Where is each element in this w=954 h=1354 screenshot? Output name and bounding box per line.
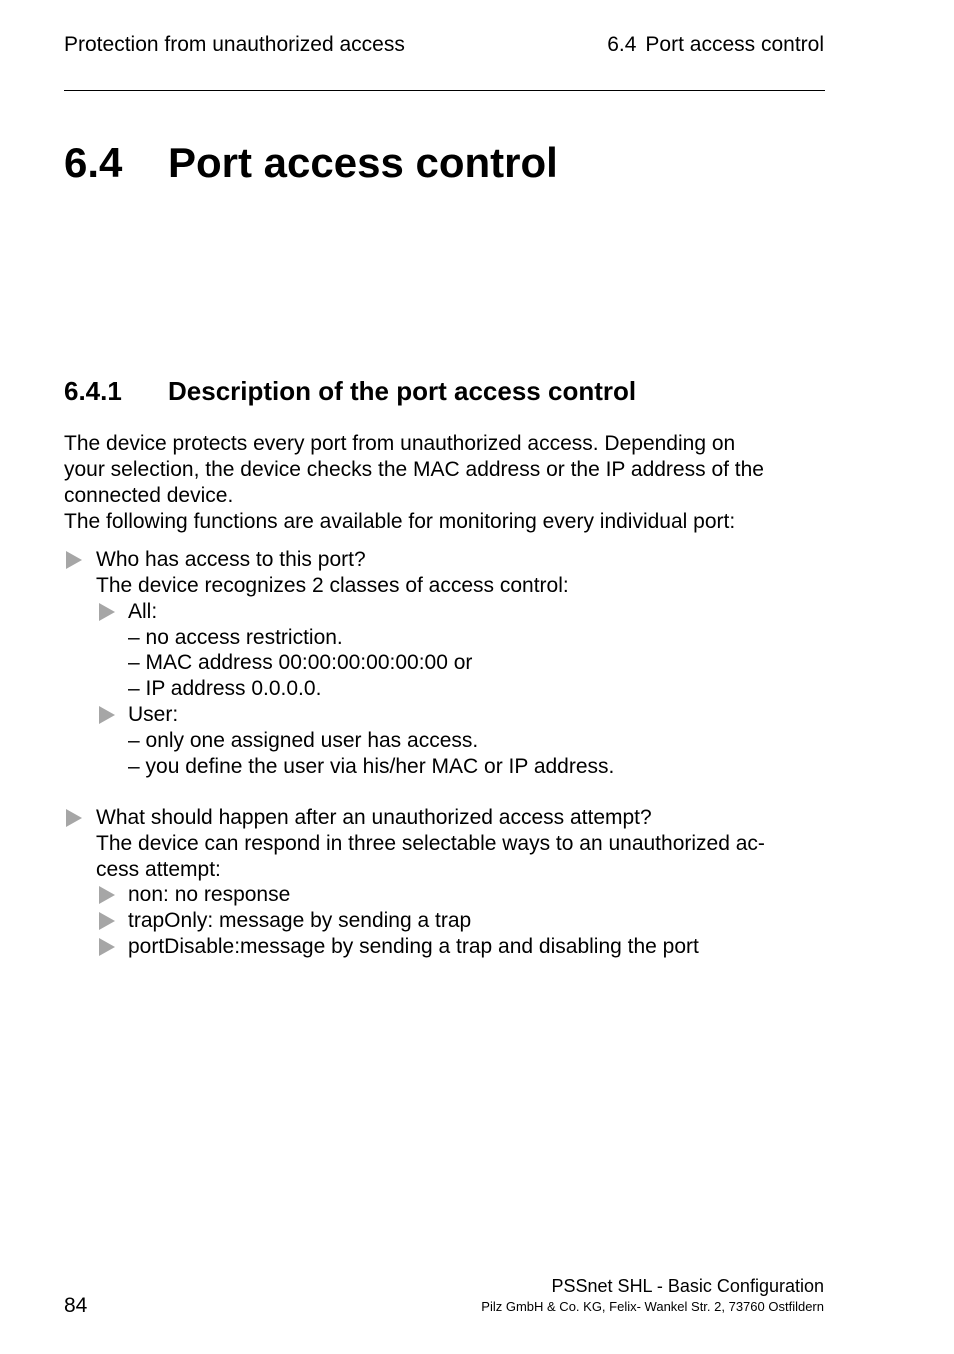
intro-line: your selection, the device checks the MAC address or the IP address of the [64, 458, 764, 481]
sub-item-label: trapOnly: message by sending a trap [128, 909, 472, 932]
sub-item-line: – MAC address 00:00:00:00:00:00 or [128, 651, 473, 674]
sub-item-line: – only one assigned user has access. [128, 729, 479, 752]
sub-item-line: – no access restriction. [128, 626, 343, 649]
intro-line: The device protects every port from unauthorized access. Depending on [64, 432, 736, 455]
header-divider [64, 90, 825, 91]
subsection-heading [64, 376, 636, 407]
bullet-triangle-icon [66, 551, 82, 569]
sub-item-line: – IP address 0.0.0.0. [128, 677, 322, 700]
bullet-triangle-icon [99, 706, 115, 724]
running-header-section-title: Port access control [645, 33, 824, 56]
bullet-triangle-icon [99, 603, 115, 621]
list-item-title: What should happen after an unauthorized access attempt? [96, 806, 652, 829]
running-header-section-number: 6.4 [607, 33, 637, 56]
intro-line: connected device. [64, 484, 234, 507]
sub-item-line: – you define the user via his/her MAC or IP address. [128, 755, 615, 778]
bullet-triangle-icon [99, 912, 115, 930]
sub-item-label: non: no response [128, 883, 291, 906]
footer-company-address: Pilz GmbH & Co. KG, Felix- Wankel Str. 2, 73760 Ostfildern [481, 1299, 824, 1314]
subsection-title: Description of the port access control [168, 376, 637, 406]
footer-document-title: PSSnet SHL - Basic Configuration [551, 1276, 824, 1296]
bullet-triangle-icon [99, 886, 115, 904]
sub-item-label: All: [128, 600, 158, 623]
list-item-description: The device can respond in three selectable ways to an unauthorized ac- [96, 832, 765, 855]
list-item-description: The device recognizes 2 classes of access control: [96, 574, 569, 597]
subsection-number: 6.4.1 [64, 376, 122, 406]
list-item-title: Who has access to this port? [96, 548, 366, 571]
bullet-triangle-icon [99, 938, 115, 956]
sub-item-label: portDisable:message by sending a trap and disabling the port [128, 935, 699, 958]
sub-item-label: User: [128, 703, 179, 726]
list-item-description: cess attempt: [96, 858, 221, 881]
section-title: Port access control [168, 139, 558, 186]
page-number: 84 [64, 1294, 88, 1317]
bullet-triangle-icon [66, 809, 82, 827]
section-number: 6.4 [64, 139, 123, 186]
section-heading [64, 139, 558, 187]
running-header-section [607, 33, 824, 57]
intro-line: The following functions are available for monitoring every individual port: [64, 510, 736, 533]
running-header-chapter: Protection from unauthorized access [64, 33, 405, 56]
